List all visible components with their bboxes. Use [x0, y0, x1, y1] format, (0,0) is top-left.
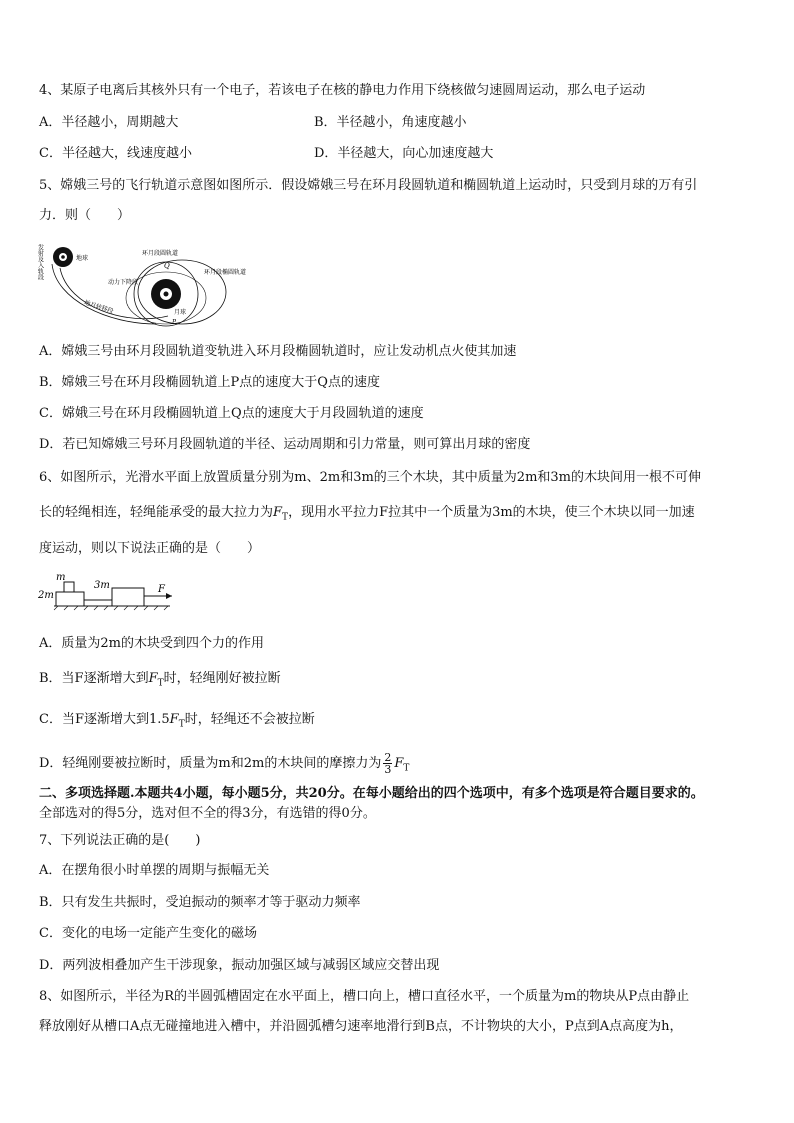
q6-label-3m: 3m — [94, 580, 110, 591]
q5-option-b: B．嫦娥三号在环月段椭圆轨道上P点的速度大于Q点的速度 — [39, 375, 380, 390]
q5-label-p: P — [172, 319, 177, 326]
section2-line2: 全部选对的得5分，选对但不全的得3分，有选错的得0分。 — [39, 806, 376, 821]
q5-label-moon: 月球 — [174, 309, 187, 316]
q4-option-b: B．半径越小，角速度越小 — [314, 115, 467, 130]
q6-option-d: D．轻绳刚要被拉断时，质量为m和2m的木块间的摩擦力为 $\frac{2}{3}$ $F_T$ — [39, 751, 410, 776]
q7-option-a: A．在摆角很小时单摆的周期与振幅无关 — [39, 863, 270, 878]
q7-option-b: B．只有发生共振时，受迫振动的频率才等于驱动力频率 — [39, 895, 361, 910]
q6-option-b: B．当F逐渐增大到$F_T$时，轻绳刚好被拉断 — [39, 671, 281, 689]
q5-option-c: C．嫦娥三号在环月段椭圆轨道上Q点的速度大于月段圆轨道的速度 — [39, 406, 424, 421]
q6-option-c: C．当F逐渐增大到$1.5F_T$时，轻绳还不会被拉断 — [39, 712, 315, 730]
q5-label-ellipse-orbit: 环月段椭圆轨道 — [204, 269, 247, 276]
q5-label-launch: 发射及入轨段 — [36, 244, 44, 280]
q8-stem-line2: 释放刚好从槽口A点无碰撞地进入槽中，并沿圆弧槽匀速率地滑行到B点，不计物块的大小，P点到A点高度为h， — [39, 1019, 683, 1034]
q6-stem-line2: 长的轻绳相连，轻绳能承受的最大拉力为$F_T$，现用水平拉力F拉其中一个质量为3m的木块，使三个木块以同一加速 — [39, 505, 695, 523]
q8-stem-line1: 8、如图所示，半径为R的半圆弧槽固定在水平面上，槽口向上，槽口直径水平，一个质量为m的物块从P点由静止 — [39, 989, 690, 1004]
two-thirds-fraction: $\frac{2}{3}$ — [384, 751, 392, 776]
q4-stem: 4、某原子电离后其核外只有一个电子，若该电子在核的静电力作用下绕核做匀速圆周运动，那么电子运动 — [39, 83, 646, 98]
q5-label-descent: 动力下降段 — [108, 279, 139, 286]
q7-option-d: D．两列波相叠加产生干涉现象，振动加强区域与减弱区域应交替出现 — [39, 958, 440, 973]
q5-label-transfer: 地月转移段 — [83, 299, 115, 316]
q7-stem: 7、下列说法正确的是( ) — [39, 833, 201, 848]
q5-orbit-figure — [38, 238, 270, 330]
q5-label-q: Q — [164, 262, 170, 270]
q6-stem-line1: 6、如图所示，光滑水平面上放置质量分别为m、2m和3m的三个木块，其中质量为2m和3m的木块间用一根不可伸 — [39, 470, 701, 485]
q6-blocks-figure — [38, 570, 174, 610]
section2-line1: 二、多项选择题.本题共4小题，每小题5分，共20分。在每小题给出的四个选项中，有多个选项是符合题目要求的。 — [39, 786, 704, 801]
q7-option-c: C．变化的电场一定能产生变化的磁场 — [39, 926, 257, 941]
q6-label-f: F — [158, 584, 165, 595]
q4-option-d: D．半径越大，向心加速度越大 — [314, 146, 494, 161]
ft-symbol: $F_T$ — [273, 505, 289, 523]
q6-stem-line3: 度运动，则以下说法正确的是（ ） — [39, 541, 261, 556]
q5-label-earth: 地球 — [76, 255, 89, 262]
q5-option-a: A．嫦娥三号由环月段圆轨道变轨进入环月段椭圆轨道时，应让发动机点火使其加速 — [39, 344, 517, 359]
q4-option-a: A．半径越小，周期越大 — [39, 115, 179, 130]
q5-stem-line2: 力．则（ ） — [39, 208, 131, 223]
q6-option-a: A．质量为2m的木块受到四个力的作用 — [39, 636, 264, 651]
q5-label-circle-orbit: 环月段圆轨道 — [142, 250, 179, 257]
q4-option-c: C．半径越大，线速度越小 — [39, 146, 192, 161]
q6-label-m: m — [56, 572, 66, 583]
q5-option-d: D．若已知嫦娥三号环月段圆轨道的半径、运动周期和引力常量，则可算出月球的密度 — [39, 437, 531, 452]
q6-label-2m: 2m — [38, 590, 54, 601]
q5-stem-line1: 5、嫦娥三号的飞行轨道示意图如图所示．假设嫦娥三号在环月段圆轨道和椭圆轨道上运动时，只受到月球的万有引 — [39, 178, 698, 193]
